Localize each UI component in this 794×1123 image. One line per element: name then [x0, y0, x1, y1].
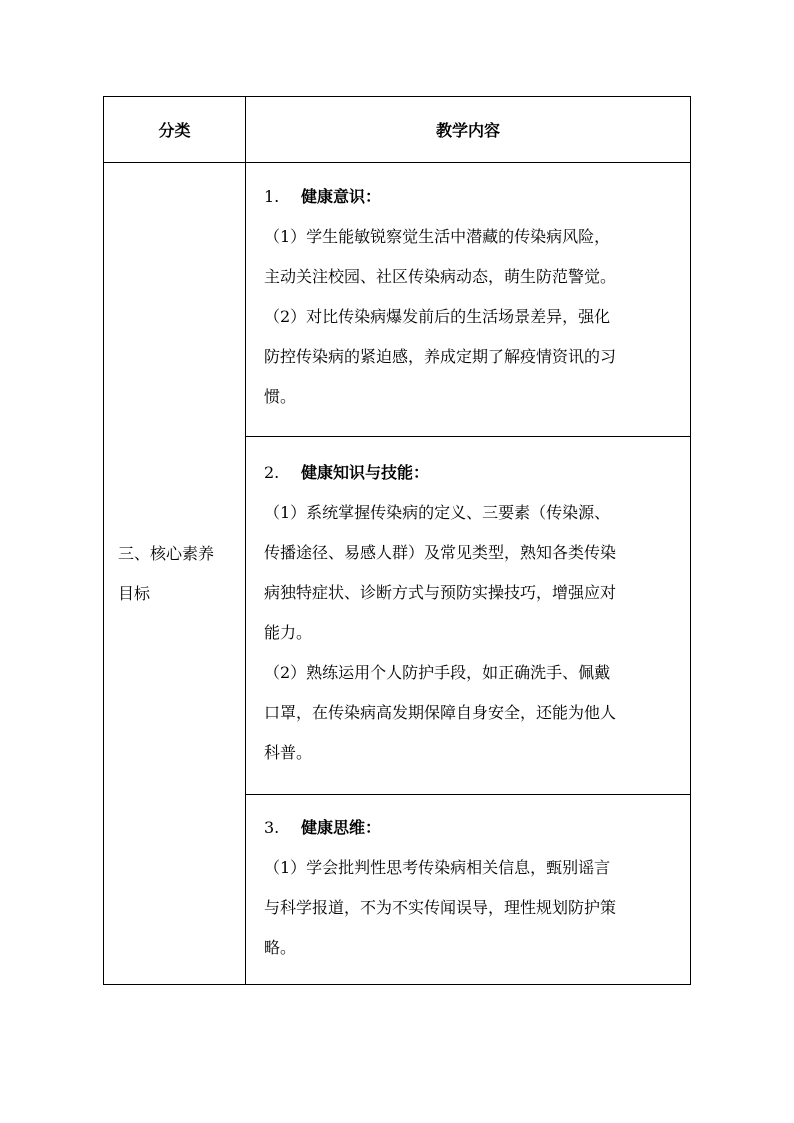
text-line: 口罩，在传染病高发期保障自身安全，还能为他人 [264, 703, 617, 722]
text-line: 科普。 [264, 743, 313, 762]
section-heading [264, 808, 676, 848]
text-line: 病独特症状、诊断方式与预防实操技巧，增强应对 [264, 583, 617, 602]
text-line: （1）学会批判性思考传染病相关信息，甄别谣言 [264, 858, 611, 877]
header-category: 分类 [158, 121, 191, 140]
section-heading [264, 177, 676, 217]
section-health-thinking [264, 808, 676, 968]
header-divider [104, 162, 690, 163]
section-heading [264, 453, 676, 493]
text-line: （2）熟练运用个人防护手段，如正确洗手、佩戴 [264, 663, 611, 682]
text-line: （1）系统掌握传染病的定义、三要素（传染源、 [264, 503, 611, 522]
section-title: 健康意识： [301, 187, 382, 206]
text-line: 传播途径、易感人群）及常见类型，熟知各类传染 [264, 543, 617, 562]
section-title: 健康知识与技能： [301, 463, 430, 482]
header-content: 教学内容 [435, 121, 500, 140]
text-line: 防控传染病的紧迫感，养成定期了解疫情资讯的习 [264, 347, 617, 366]
text-line: 略。 [264, 938, 297, 957]
category-line-2: 目标 [118, 584, 151, 603]
text-line: 惯。 [264, 387, 297, 406]
text-line: 主动关注校园、社区传染病动态，萌生防范警觉。 [264, 267, 617, 286]
column-divider [245, 97, 246, 984]
text-line: 与科学报道，不为不实传闻误导，理性规划防护策 [264, 898, 617, 917]
section-number: 2. [264, 463, 280, 482]
teaching-table [103, 96, 691, 985]
section-divider-1 [246, 436, 690, 437]
section-title: 健康思维： [301, 818, 382, 837]
section-health-awareness [264, 177, 676, 417]
section-knowledge-skills [264, 453, 676, 773]
category-cell [118, 534, 238, 614]
text-line: （2）对比传染病爆发前后的生活场景差异，强化 [264, 307, 611, 326]
category-line-1: 三、核心素养 [118, 544, 215, 563]
section-number: 1. [264, 187, 280, 206]
text-line: 能力。 [264, 623, 313, 642]
text-line: （1）学生能敏锐察觉生活中潜藏的传染病风险， [264, 227, 611, 246]
section-divider-2 [246, 794, 690, 795]
section-number: 3. [264, 818, 280, 837]
